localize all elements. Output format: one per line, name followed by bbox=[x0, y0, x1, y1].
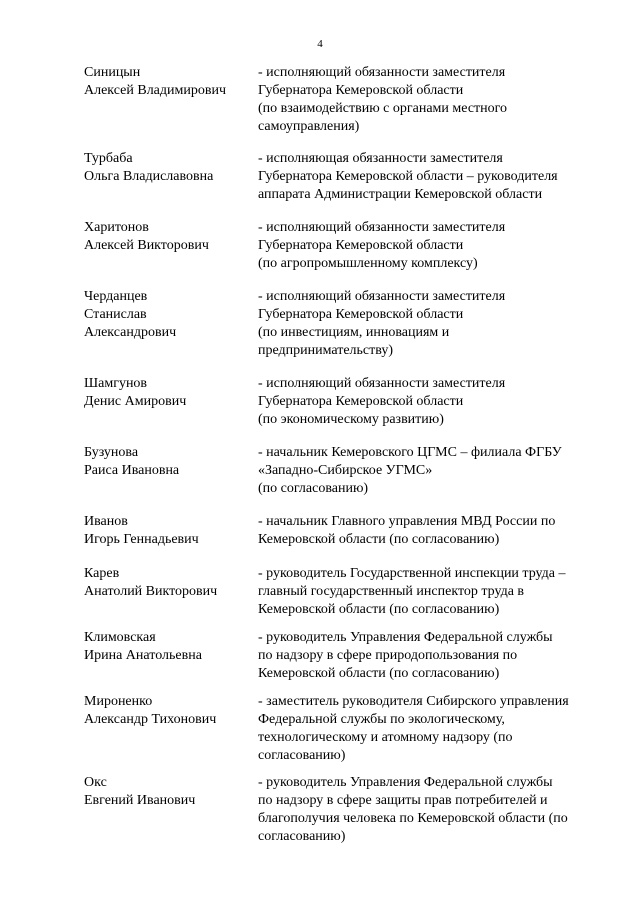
position-description bbox=[258, 513, 610, 549]
desc-line: - исполняющий обязанности заместителя bbox=[258, 220, 506, 235]
name-line: Алексей Владимирович bbox=[84, 83, 227, 98]
position-description bbox=[258, 565, 610, 619]
name-line: Бузунова bbox=[84, 445, 139, 460]
name-line: Карев bbox=[84, 566, 120, 581]
person-name bbox=[84, 693, 249, 729]
name-line: Климовская bbox=[84, 630, 156, 645]
desc-line: - начальник Кемеровского ЦГМС – филиала ФГБУ bbox=[258, 445, 562, 460]
desc-line: Кемеровской области (по согласованию) bbox=[258, 602, 500, 617]
desc-line: согласованию) bbox=[258, 829, 346, 844]
name-line: Алексей Викторович bbox=[84, 238, 209, 253]
position-description bbox=[258, 774, 610, 846]
desc-line: - исполняющий обязанности заместителя bbox=[258, 65, 506, 80]
desc-line: - исполняющая обязанности заместителя bbox=[258, 151, 503, 166]
person-name bbox=[84, 375, 249, 411]
desc-line: - руководитель Управления Федеральной службы bbox=[258, 630, 553, 645]
desc-line: - начальник Главного управления МВД России по bbox=[258, 514, 556, 529]
desc-line: (по согласованию) bbox=[258, 481, 369, 496]
name-line: Шамгунов bbox=[84, 376, 148, 391]
desc-line: Губернатора Кемеровской области bbox=[258, 394, 464, 409]
person-name bbox=[84, 219, 249, 255]
desc-line: «Западно-Сибирское УГМС» bbox=[258, 463, 433, 478]
desc-line: - исполняющий обязанности заместителя bbox=[258, 289, 506, 304]
desc-line: Губернатора Кемеровской области bbox=[258, 307, 464, 322]
desc-line: (по взаимодействию с органами местного bbox=[258, 101, 508, 116]
name-line: Синицын bbox=[84, 65, 141, 80]
desc-line: по надзору в сфере защиты прав потребителей и bbox=[258, 793, 548, 808]
name-line: Черданцев bbox=[84, 289, 148, 304]
name-line: Харитонов bbox=[84, 220, 149, 235]
name-line: Анатолий Викторович bbox=[84, 584, 218, 599]
name-line: Ольга Владиславовна bbox=[84, 169, 214, 184]
position-description bbox=[258, 64, 610, 136]
desc-line: согласованию) bbox=[258, 748, 346, 763]
name-line: Александр Тихонович bbox=[84, 712, 217, 727]
person-name bbox=[84, 150, 249, 186]
position-description bbox=[258, 375, 610, 429]
desc-line: (по экономическому развитию) bbox=[258, 412, 444, 427]
desc-line: аппарата Администрации Кемеровской области bbox=[258, 187, 543, 202]
desc-line: Губернатора Кемеровской области bbox=[258, 83, 464, 98]
name-line: Александрович bbox=[84, 325, 177, 340]
page-number: 4 bbox=[317, 38, 323, 50]
desc-line: предпринимательству) bbox=[258, 343, 394, 358]
name-line: Станислав bbox=[84, 307, 147, 322]
name-line: Иванов bbox=[84, 514, 128, 529]
desc-line: самоуправления) bbox=[258, 119, 360, 134]
person-name bbox=[84, 565, 249, 601]
desc-line: - руководитель Управления Федеральной службы bbox=[258, 775, 553, 790]
name-line: Мироненко bbox=[84, 694, 153, 709]
desc-line: - заместитель руководителя Сибирского управления bbox=[258, 694, 569, 709]
person-name bbox=[84, 513, 249, 549]
person-name bbox=[84, 629, 249, 665]
desc-line: Федеральной службы по экологическому, bbox=[258, 712, 505, 727]
desc-line: технологическому и атомному надзору (по bbox=[258, 730, 513, 745]
position-description bbox=[258, 288, 610, 360]
desc-line: (по инвестициям, инновациям и bbox=[258, 325, 450, 340]
desc-line: по надзору в сфере природопользования по bbox=[258, 648, 518, 663]
name-line: Евгений Иванович bbox=[84, 793, 196, 808]
desc-line: (по агропромышленному комплексу) bbox=[258, 256, 478, 271]
name-line: Раиса Ивановна bbox=[84, 463, 180, 478]
desc-line: благополучия человека по Кемеровской области (по bbox=[258, 811, 568, 826]
desc-line: Кемеровской области (по согласованию) bbox=[258, 532, 500, 547]
position-description bbox=[258, 629, 610, 683]
desc-line: - руководитель Государственной инспекции труда – bbox=[258, 566, 566, 581]
name-line: Ирина Анатольевна bbox=[84, 648, 202, 663]
position-description bbox=[258, 150, 610, 204]
desc-line: Кемеровской области (по согласованию) bbox=[258, 666, 500, 681]
person-name bbox=[84, 288, 249, 342]
name-line: Окс bbox=[84, 775, 107, 790]
desc-line: Губернатора Кемеровской области bbox=[258, 238, 464, 253]
name-line: Игорь Геннадьевич bbox=[84, 532, 199, 547]
name-line: Турбаба bbox=[84, 151, 133, 166]
name-line: Денис Амирович bbox=[84, 394, 187, 409]
desc-line: - исполняющий обязанности заместителя bbox=[258, 376, 506, 391]
person-name bbox=[84, 64, 249, 100]
position-description bbox=[258, 219, 610, 273]
position-description bbox=[258, 693, 610, 765]
person-name bbox=[84, 444, 249, 480]
desc-line: главный государственный инспектор труда в bbox=[258, 584, 525, 599]
position-description bbox=[258, 444, 610, 498]
person-name bbox=[84, 774, 249, 810]
desc-line: Губернатора Кемеровской области – руководителя bbox=[258, 169, 558, 184]
